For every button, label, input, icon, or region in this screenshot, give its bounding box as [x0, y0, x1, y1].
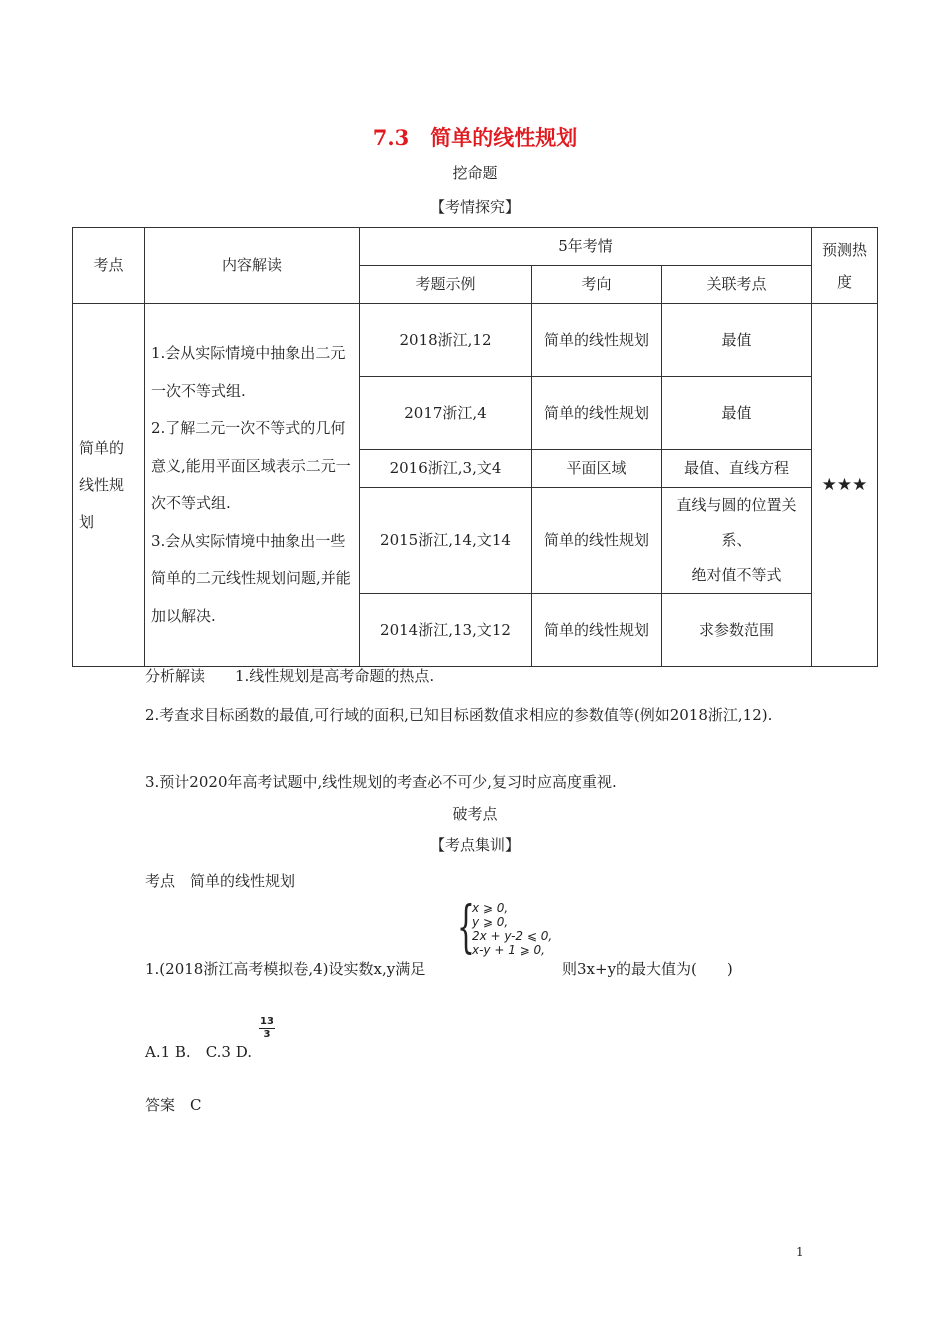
- question-1-prefix: 1.(2018浙江高考模拟卷,4)设实数x,y满足: [145, 960, 426, 978]
- cell-kaoxiang: 平面区域: [532, 450, 662, 488]
- cell-guanlian: 最值: [662, 377, 812, 450]
- inequality-2: y ⩾ 0,: [472, 915, 509, 929]
- fraction-numerator: 13: [260, 1016, 274, 1027]
- page-title: 7.3 简单的线性规划: [372, 125, 578, 150]
- cell-shili: 2017浙江,4: [360, 377, 532, 450]
- section-heading: 挖命题: [452, 164, 498, 182]
- cell-guanlian: 直线与圆的位置关系、 绝对值不等式: [662, 488, 812, 594]
- cell-kaoxiang: 简单的线性规划: [532, 377, 662, 450]
- cell-kaoxiang: 简单的线性规划: [532, 304, 662, 377]
- cell-yuce-stars: ★★★: [812, 304, 878, 667]
- cell-guanlian: 求参数范围: [662, 594, 812, 667]
- cell-neirong: 1.会从实际情境中抽象出二元一次不等式组. 2.了解二元一次不等式的几何意义,能用平面区域表示二元一次不等式组. 3.会从实际情境中抽象出一些简单的二元线性规划问题,并能加以解决.: [145, 304, 360, 667]
- exam-analysis-table: [72, 227, 878, 667]
- header-kaoxiang: 考向: [532, 266, 662, 304]
- section-subheading: 【考情探究】: [429, 198, 520, 216]
- header-yuce: 预测热度: [812, 228, 878, 304]
- inequality-system: [472, 901, 552, 957]
- cell-shili: 2015浙江,14,文14: [360, 488, 532, 594]
- section-heading-2: 破考点: [452, 805, 498, 823]
- header-kaodian: 考点: [73, 228, 145, 304]
- inequality-4: x-y + 1 ⩾ 0,: [472, 943, 545, 957]
- cell-shili: 2014浙江,13,文12: [360, 594, 532, 667]
- inequality-3: 2x + y-2 ⩽ 0,: [472, 929, 553, 943]
- header-5nian: 5年考情: [360, 228, 812, 266]
- cell-guanlian: 最值、直线方程: [662, 450, 812, 488]
- cell-guanlian: 最值: [662, 304, 812, 377]
- kaodian-line: 考点 简单的线性规划: [145, 872, 296, 890]
- analysis-line-1: 分析解读 1.线性规划是高考命题的热点.: [145, 667, 435, 685]
- left-brace: {: [457, 895, 475, 960]
- header-guanlian: 关联考点: [662, 266, 812, 304]
- fraction-thirteen-thirds: [259, 1017, 275, 1040]
- inequality-1: x ⩾ 0,: [472, 901, 509, 915]
- fraction-denominator: 3: [263, 1029, 271, 1040]
- cell-kaoxiang: 简单的线性规划: [532, 488, 662, 594]
- header-shili: 考题示例: [360, 266, 532, 304]
- header-neirong: 内容解读: [145, 228, 360, 304]
- cell-kaoxiang: 简单的线性规划: [532, 594, 662, 667]
- section-subheading-2: 【考点集训】: [429, 836, 520, 854]
- cell-kaodian: 简单的线性规划: [73, 304, 145, 667]
- options-line: A.1 B. C.3 D.: [145, 1043, 252, 1061]
- analysis-line-3: 3.预计2020年高考试题中,线性规划的考查必不可少,复习时应高度重视.: [145, 773, 617, 791]
- page-number: 1: [796, 1245, 804, 1259]
- cell-shili: 2018浙江,12: [360, 304, 532, 377]
- question-1-suffix: 则3x+y的最大值为( ): [562, 960, 733, 978]
- cell-shili: 2016浙江,3,文4: [360, 450, 532, 488]
- analysis-line-2: 2.考查求目标函数的最值,可行域的面积,已知目标函数值求相应的参数值等(例如2018浙江,12).: [145, 706, 773, 724]
- answer-line: 答案 C: [145, 1096, 202, 1114]
